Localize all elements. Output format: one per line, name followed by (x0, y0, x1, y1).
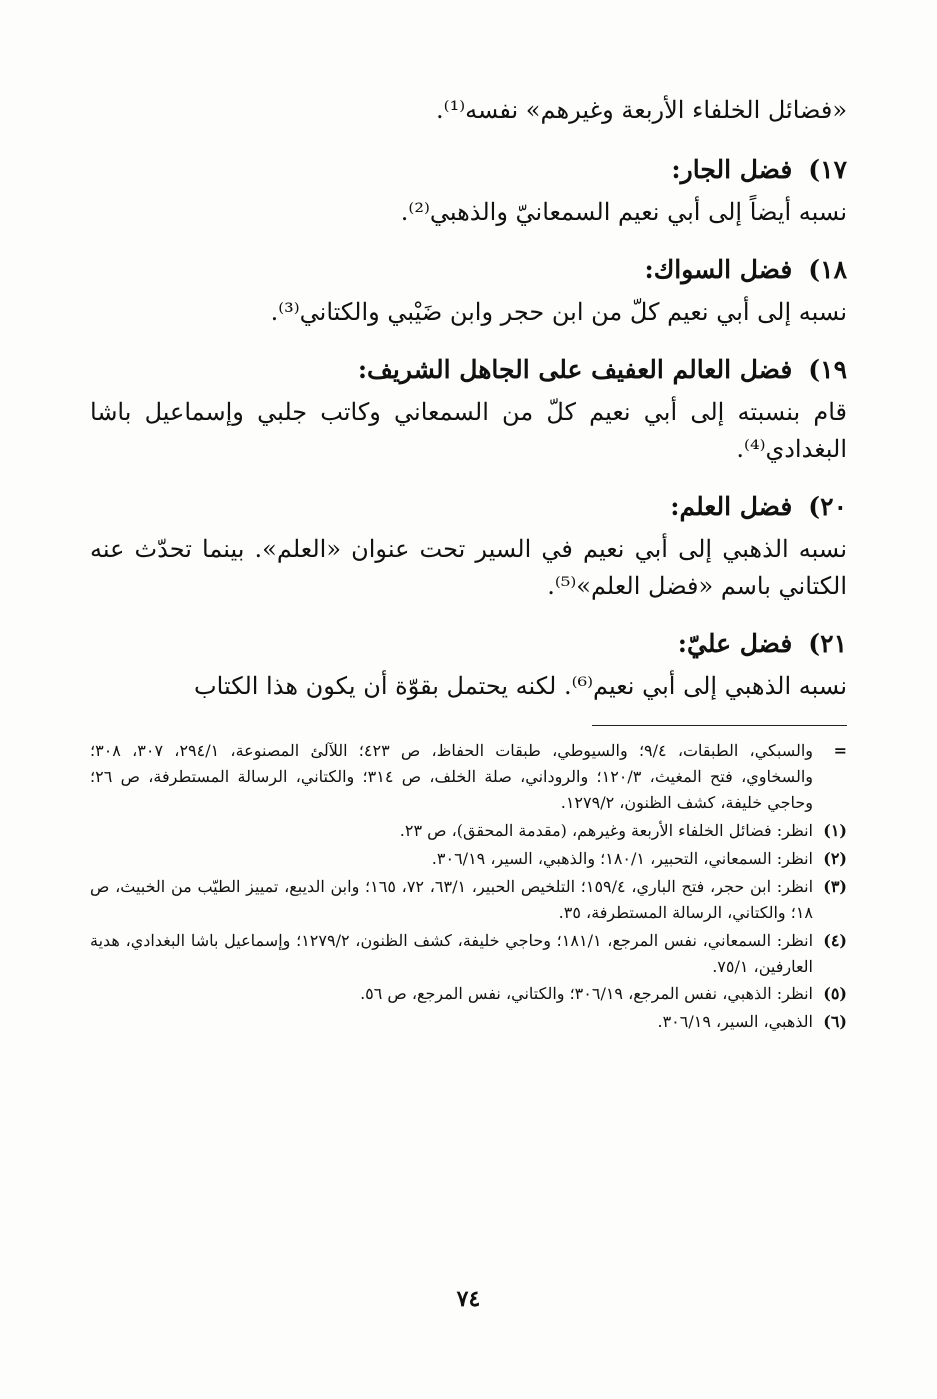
footnote-1 (90, 818, 847, 844)
section-heading (90, 488, 847, 527)
section-17 (90, 151, 847, 231)
section-19 (90, 351, 847, 468)
footnote-text: انظر: السمعاني، نفس المرجع، ١٨١/١؛ وحاجي خليفة، كشف الظنون، ١٢٧٩/٢؛ وإسماعيل باشا البغدادي، هدية العارفين، ٧٥/١. (90, 930, 814, 976)
footnote-2 (90, 846, 847, 872)
section-20 (90, 488, 847, 605)
footnote-text: انظر: الذهبي، نفس المرجع، ٣٠٦/١٩؛ والكتاني، نفس المرجع، ص ٥٦. (360, 984, 813, 1004)
footnote-text: انظر: فضائل الخلفاء الأربعة وغيرهم، (مقدمة المحقق)، ص ٢٣. (399, 820, 813, 840)
section-title: فضل عليّ: (677, 629, 793, 659)
section-number: ٢١) (808, 629, 847, 659)
footnote-mark: (٥) (823, 984, 847, 1004)
footnote-separator (592, 725, 847, 726)
section-paragraph: قام بنسبته إلى أبي نعيم كلّ من السمعاني وكاتب جلبي وإسماعيل باشا البغدادي⁽⁴⁾. (90, 397, 847, 463)
section-paragraph: نسبه إلى أبي نعيم كلّ من ابن حجر وابن ضَيْبي والكتاني⁽³⁾. (270, 297, 847, 326)
main-text (90, 92, 847, 705)
page-number: ٧٤ (456, 1286, 481, 1312)
footnote-text: انظر: السمعاني، التحبير، ١٨٠/١؛ والذهبي، السير، ٣٠٦/١٩. (431, 848, 813, 868)
section-title: فضل العلم: (670, 492, 793, 522)
section-title: فضل السواك: (644, 255, 793, 285)
section-title: فضل الجار: (671, 155, 793, 185)
footnotes (90, 738, 847, 1035)
section-21 (90, 625, 847, 705)
section-18 (90, 251, 847, 331)
footnote-3 (90, 874, 847, 926)
footnote-text: الذهبي، السير، ٣٠٦/١٩. (657, 1012, 813, 1032)
footnote-text: انظر: ابن حجر، فتح الباري، ١٥٩/٤؛ التلخيص الحبير، ٦٣/١، ٧٢، ١٦٥؛ وابن الديبع، تمييز الطيّب من الخبيث، ص ١٨؛ والكتاني، الرسالة المستطرفة، ٣٥. (90, 876, 814, 922)
intro-line: «فضائل الخلفاء الأربعة وغيرهم» نفسه⁽¹⁾. (436, 96, 847, 124)
section-number: ١٩) (808, 355, 847, 385)
footnote-mark: (٣) (823, 876, 847, 896)
footnote-mark: (٦) (823, 1012, 847, 1032)
section-title: فضل العالم العفيف على الجاهل الشريف: (357, 355, 793, 385)
section-number: ١٧) (808, 155, 847, 185)
section-heading (90, 351, 847, 390)
footnote-6 (90, 1009, 847, 1035)
footnote-mark: (١) (823, 820, 847, 840)
section-paragraph: نسبه أيضاً إلى أبي نعيم السمعانيّ والذهبي⁽²⁾. (400, 197, 847, 226)
section-paragraph: نسبه الذهبي إلى أبي نعيم في السير تحت عنوان «العلم». بينما تحدّث عنه الكتاني باسم «فضل العلم»⁽⁵⁾. (90, 534, 847, 601)
footnote-text: والسبكي، الطبقات، ٩/٤؛ والسيوطي، طبقات الحفاظ، ص ٤٢٣؛ اللآلئ المصنوعة، ٢٩٤/١، ٣٠٧، ٣٠٨؛ والسخاوي، فتح المغيث، ١٢٠/٣؛ والروداني، صلة الخلف، ص ٣١٤؛ والكتاني، الرسالة المستطرفة، ص ٢٦؛ وحاجي خليفة، كشف الظنون، ١٢٧٩/٢. (90, 741, 814, 813)
section-number: ١٨) (808, 255, 847, 285)
section-paragraph: نسبه الذهبي إلى أبي نعيم⁽⁶⁾. لكنه يحتمل بقوّة أن يكون هذا الكتاب (194, 672, 847, 701)
footnote-mark: (٤) (823, 930, 847, 950)
section-heading (90, 151, 847, 190)
footnote-mark: = (833, 741, 847, 761)
footnote-mark: (٢) (823, 848, 847, 868)
footnote-continuation (90, 738, 847, 816)
section-number: ٢٠) (808, 492, 847, 522)
section-heading (90, 251, 847, 290)
footnote-5 (90, 981, 847, 1007)
section-heading (90, 625, 847, 664)
footnote-4 (90, 928, 847, 980)
